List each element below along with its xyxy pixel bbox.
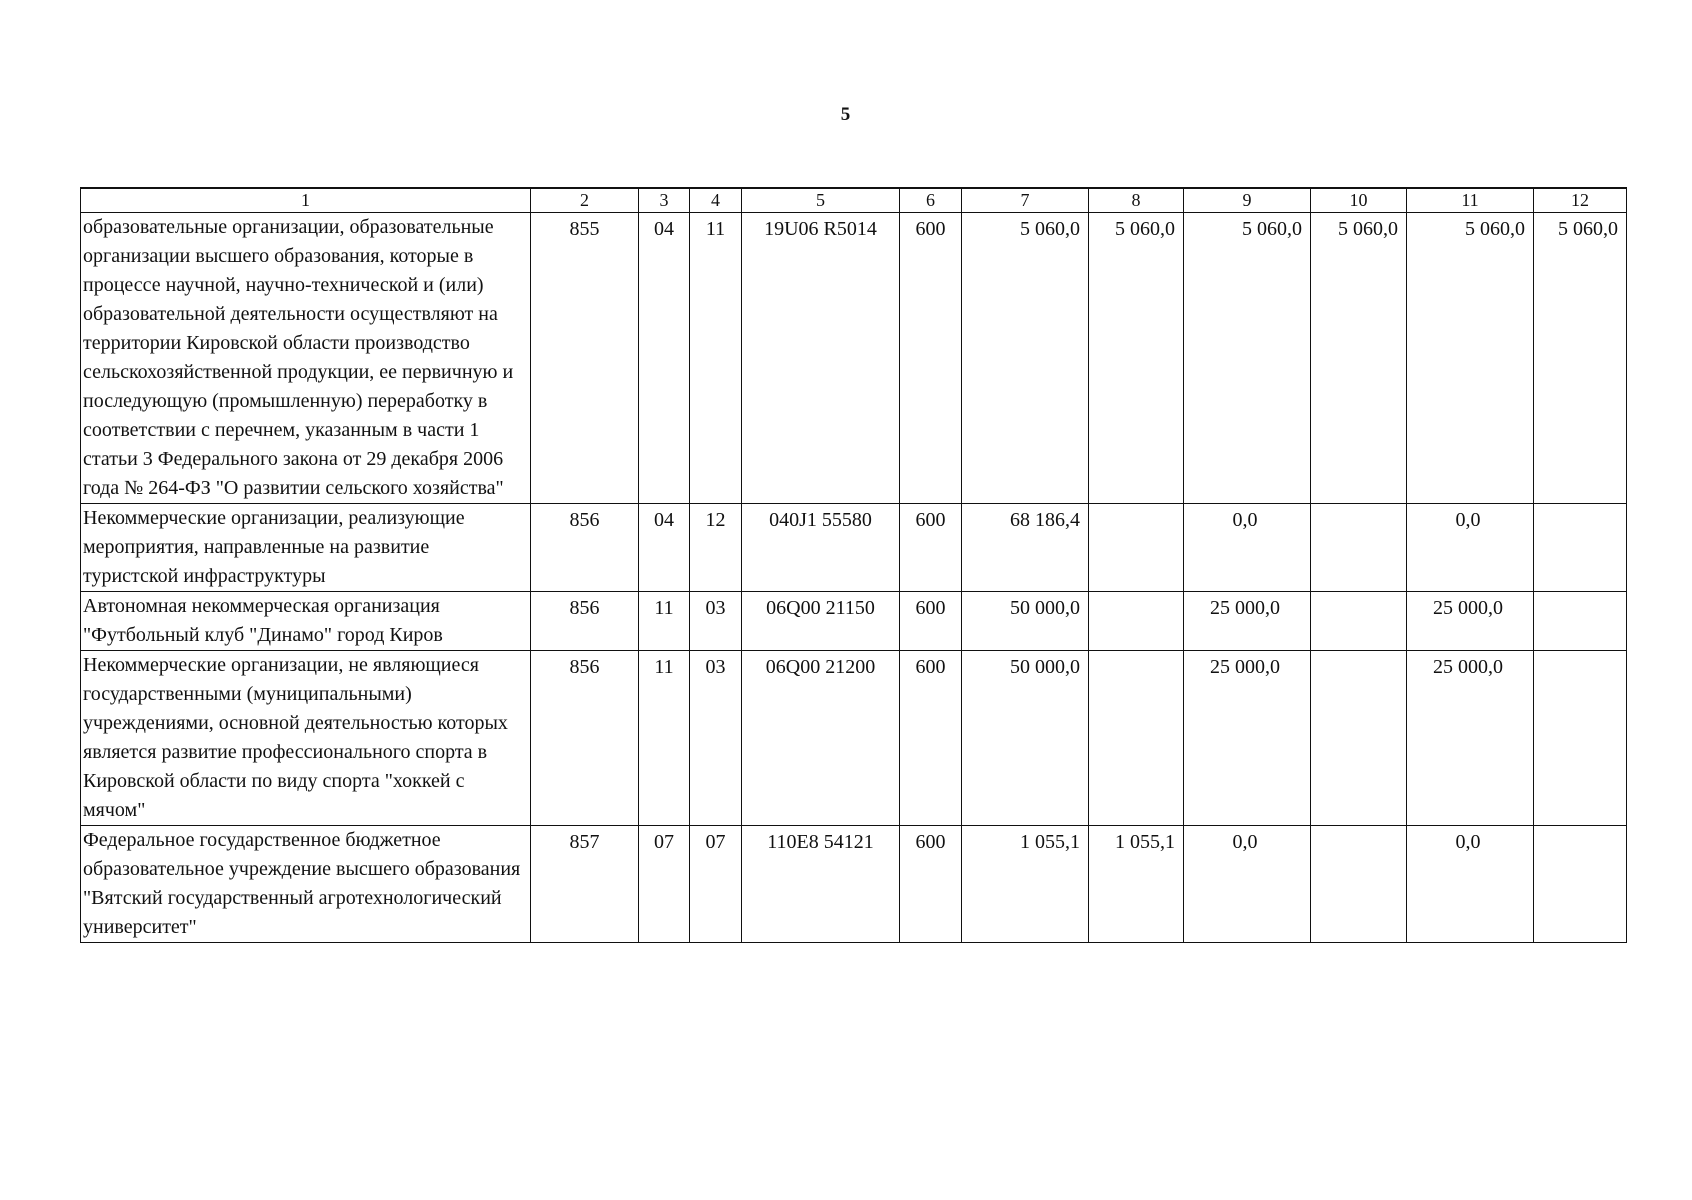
column-header: 9 <box>1184 188 1311 213</box>
expense-type-cell: 600 <box>900 592 962 651</box>
section-cell: 04 <box>639 213 690 504</box>
table-row <box>81 826 1627 943</box>
code-cell: 856 <box>531 592 639 651</box>
column-header: 11 <box>1407 188 1534 213</box>
subsection-cell: 03 <box>690 651 742 826</box>
column-header: 7 <box>962 188 1089 213</box>
section-cell: 11 <box>639 651 690 826</box>
subsection-cell: 07 <box>690 826 742 943</box>
section-cell: 11 <box>639 592 690 651</box>
column-header: 10 <box>1311 188 1407 213</box>
amount-cell: 0,0 <box>1184 504 1311 592</box>
amount-cell <box>1534 826 1627 943</box>
recipient-name-cell: Федеральное государственное бюджетное образовательное учреждение высшего образования "Вятский государственный агротехнологический университет" <box>81 826 531 943</box>
column-header: 1 <box>81 188 531 213</box>
amount-cell: 0,0 <box>1407 826 1534 943</box>
amount-cell <box>1089 504 1184 592</box>
amount-cell: 0,0 <box>1407 504 1534 592</box>
target-article-cell: 040J1 55580 <box>742 504 900 592</box>
column-header: 2 <box>531 188 639 213</box>
amount-cell: 50 000,0 <box>962 651 1089 826</box>
amount-cell: 5 060,0 <box>962 213 1089 504</box>
target-article-cell: 06Q00 21150 <box>742 592 900 651</box>
amount-cell: 1 055,1 <box>1089 826 1184 943</box>
amount-cell <box>1534 592 1627 651</box>
code-cell: 855 <box>531 213 639 504</box>
section-cell: 04 <box>639 504 690 592</box>
expense-type-cell: 600 <box>900 826 962 943</box>
amount-cell: 5 060,0 <box>1311 213 1407 504</box>
subsection-cell: 03 <box>690 592 742 651</box>
amount-cell: 25 000,0 <box>1407 592 1534 651</box>
code-cell: 856 <box>531 651 639 826</box>
subsection-cell: 11 <box>690 213 742 504</box>
table-row <box>81 504 1627 592</box>
table-row <box>81 651 1627 826</box>
subsection-cell: 12 <box>690 504 742 592</box>
amount-cell: 5 060,0 <box>1089 213 1184 504</box>
section-cell: 07 <box>639 826 690 943</box>
amount-cell: 25 000,0 <box>1184 592 1311 651</box>
amount-cell: 0,0 <box>1184 826 1311 943</box>
budget-table <box>80 187 1627 943</box>
amount-cell <box>1089 651 1184 826</box>
target-article-cell: 110E8 54121 <box>742 826 900 943</box>
amount-cell <box>1311 826 1407 943</box>
target-article-cell: 19U06 R5014 <box>742 213 900 504</box>
amount-cell: 50 000,0 <box>962 592 1089 651</box>
amount-cell: 5 060,0 <box>1534 213 1627 504</box>
amount-cell: 68 186,4 <box>962 504 1089 592</box>
amount-cell <box>1089 592 1184 651</box>
recipient-name-cell: образовательные организации, образовательные организации высшего образования, которые в процессе научной, научно-технической и (или) образовательной деятельности осуществляют на территории Кировской области производство сельскохозяйственной продукции, ее первичную и последующую (промышленную) переработку в соответствии с перечнем, указанным в части 1 статьи 3 Федерального закона от 29 декабря 2006 года № 264-ФЗ "О развитии сельского хозяйства" <box>81 213 531 504</box>
column-header: 6 <box>900 188 962 213</box>
page-number: 5 <box>840 104 852 125</box>
amount-cell: 25 000,0 <box>1407 651 1534 826</box>
expense-type-cell: 600 <box>900 504 962 592</box>
amount-cell: 5 060,0 <box>1407 213 1534 504</box>
code-cell: 856 <box>531 504 639 592</box>
table-row <box>81 213 1627 504</box>
column-header: 12 <box>1534 188 1627 213</box>
column-header: 4 <box>690 188 742 213</box>
amount-cell <box>1534 504 1627 592</box>
amount-cell: 1 055,1 <box>962 826 1089 943</box>
amount-cell <box>1311 651 1407 826</box>
amount-cell <box>1311 504 1407 592</box>
recipient-name-cell: Некоммерческие организации, реализующие мероприятия, направленные на развитие туристской инфраструктуры <box>81 504 531 592</box>
target-article-cell: 06Q00 21200 <box>742 651 900 826</box>
code-cell: 857 <box>531 826 639 943</box>
table-header-row <box>81 188 1627 213</box>
amount-cell <box>1311 592 1407 651</box>
column-header: 5 <box>742 188 900 213</box>
recipient-name-cell: Автономная некоммерческая организация "Футбольный клуб "Динамо" город Киров <box>81 592 531 651</box>
amount-cell: 5 060,0 <box>1184 213 1311 504</box>
recipient-name-cell: Некоммерческие организации, не являющиеся государственными (муниципальными) учреждениями, основной деятельностью которых является развитие профессионального спорта в Кировской области по виду спорта "хоккей с мячом" <box>81 651 531 826</box>
amount-cell <box>1534 651 1627 826</box>
column-header: 8 <box>1089 188 1184 213</box>
expense-type-cell: 600 <box>900 213 962 504</box>
table-row <box>81 592 1627 651</box>
column-header: 3 <box>639 188 690 213</box>
amount-cell: 25 000,0 <box>1184 651 1311 826</box>
expense-type-cell: 600 <box>900 651 962 826</box>
